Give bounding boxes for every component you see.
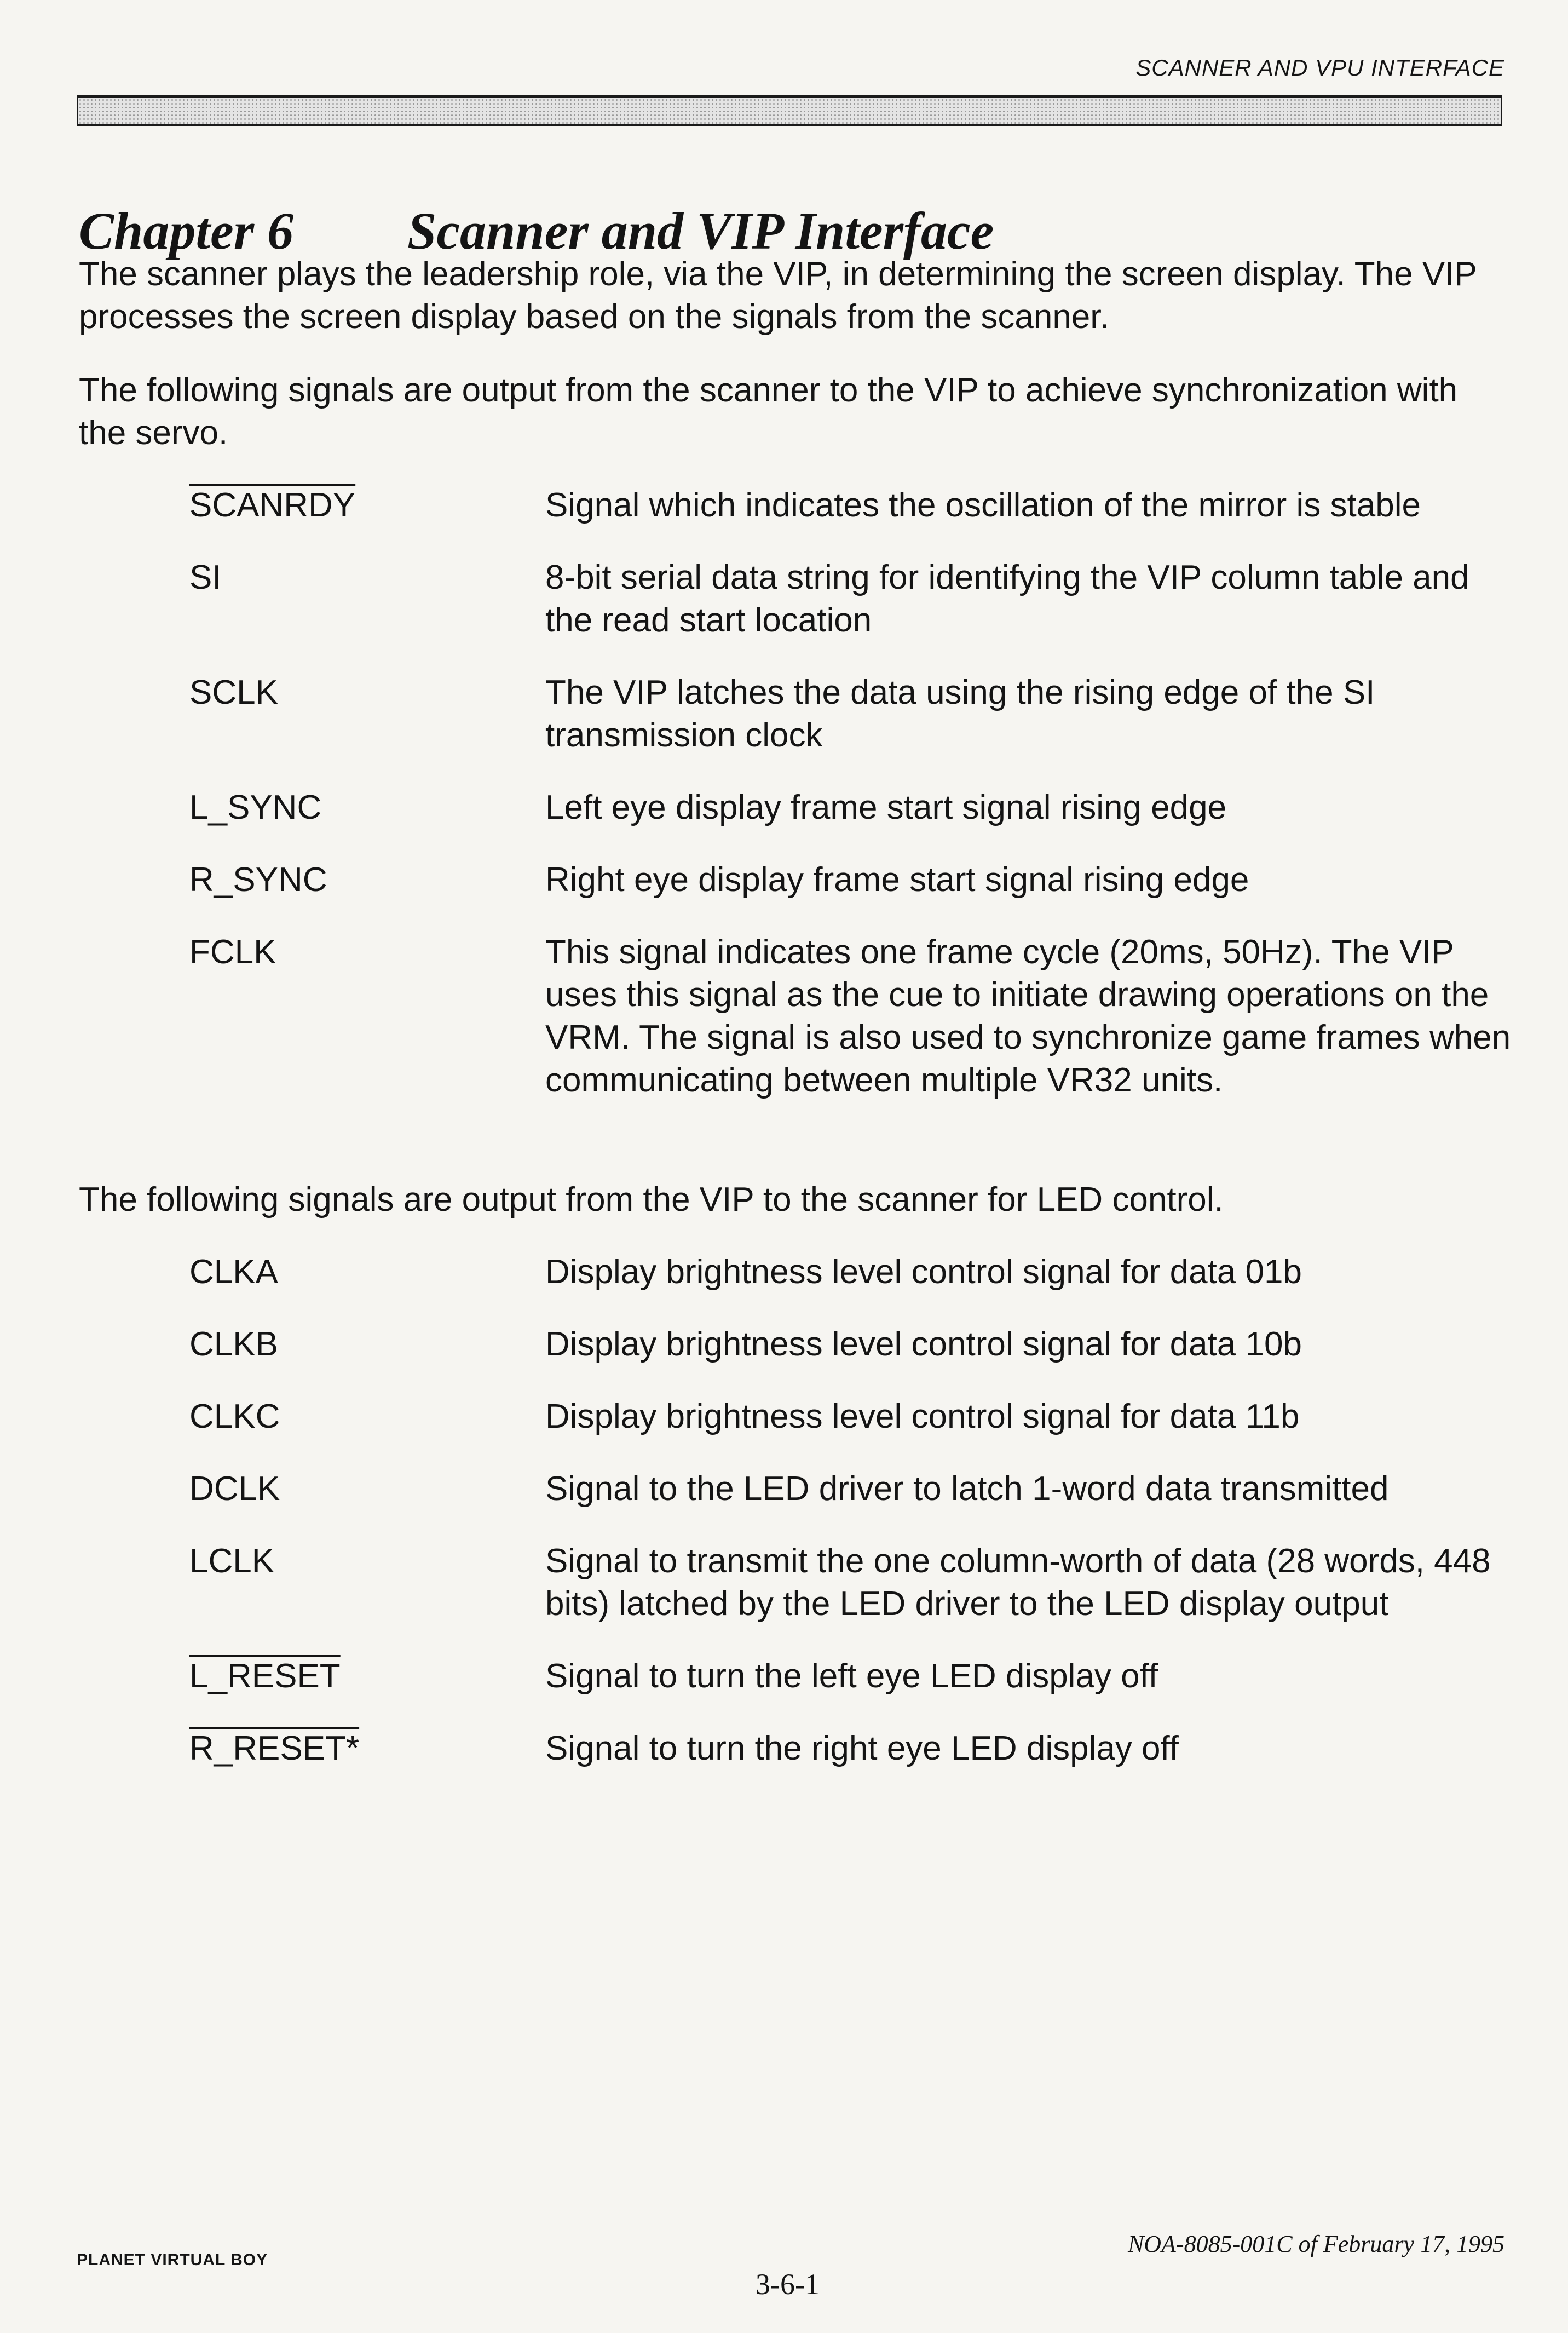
header-rule <box>77 95 1502 126</box>
signal-name: CLKB <box>189 1325 278 1363</box>
signal-name: CLKC <box>189 1398 280 1435</box>
signal-row <box>0 1540 1568 1625</box>
signal-name: DCLK <box>189 1470 280 1508</box>
signal-row <box>0 859 1568 901</box>
led-intro-paragraph: The following signals are output from the VIP to the scanner for LED control. <box>79 1181 1224 1219</box>
footer-document-id: NOA-8085-001C of February 17, 1995 <box>1127 2231 1504 2257</box>
page-number: 3-6-1 <box>756 2268 820 2301</box>
servo-signal-list <box>0 484 1568 1131</box>
signal-row <box>0 786 1568 829</box>
signal-description: The VIP latches the data using the rising edge of the SI transmission clock <box>545 674 1375 754</box>
led-signal-list <box>0 1251 1568 1800</box>
signal-description: Signal to turn the left eye LED display off <box>545 1657 1158 1695</box>
signal-name: CLKA <box>189 1253 278 1291</box>
footer-publication: PLANET VIRTUAL BOY <box>77 2251 268 2269</box>
signal-row <box>0 1395 1568 1438</box>
signal-name: R_SYNC <box>189 861 327 899</box>
signal-description: Signal which indicates the oscillation of the mirror is stable <box>545 486 1421 524</box>
intro-paragraph: The scanner plays the leadership role, via the VIP, in determining the screen display. The VIP processes the screen display based on the signals from the scanner. <box>79 255 1477 336</box>
chapter-number: Chapter 6 <box>79 201 294 260</box>
signal-row <box>0 1727 1568 1770</box>
running-header: SCANNER AND VPU INTERFACE <box>1135 55 1504 81</box>
signal-row <box>0 1655 1568 1698</box>
signal-description: This signal indicates one frame cycle (20ms, 50Hz). The VIP uses this signal as the cue to initiate drawing operations on the VRM. The signal is also used to synchronize game frames when communicating between multiple VR32 units. <box>545 933 1511 1099</box>
signal-description: Signal to the LED driver to latch 1-word data transmitted <box>545 1470 1389 1508</box>
signal-row <box>0 556 1568 642</box>
signal-row <box>0 484 1568 527</box>
signal-description: Signal to transmit the one column-worth of data (28 words, 448 bits) latched by the LED driver to the LED display output <box>545 1542 1491 1623</box>
signal-name: FCLK <box>189 933 276 971</box>
signal-name: L_SYNC <box>189 789 322 826</box>
signal-row <box>0 1323 1568 1366</box>
signal-row <box>0 1251 1568 1294</box>
signal-row <box>0 671 1568 757</box>
signal-description: Display brightness level control signal for data 01b <box>545 1253 1302 1291</box>
signal-name: SCLK <box>189 674 278 711</box>
signal-name: SI <box>189 559 222 596</box>
signal-description: Display brightness level control signal for data 11b <box>545 1398 1300 1435</box>
signal-description: Left eye display frame start signal rising edge <box>545 789 1227 826</box>
signal-description: 8-bit serial data string for identifying the VIP column table and the read start location <box>545 559 1469 639</box>
signal-description: Right eye display frame start signal rising edge <box>545 861 1249 899</box>
servo-intro-paragraph: The following signals are output from the scanner to the VIP to achieve synchronization with the servo. <box>79 371 1458 452</box>
signal-row <box>0 1468 1568 1510</box>
signal-description: Signal to turn the right eye LED display off <box>545 1729 1179 1767</box>
signal-row <box>0 931 1568 1102</box>
chapter-title: Scanner and VIP Interface <box>407 201 994 260</box>
signal-name: L_RESET <box>189 1657 341 1695</box>
signal-name: LCLK <box>189 1542 275 1580</box>
signal-description: Display brightness level control signal for data 10b <box>545 1325 1302 1363</box>
signal-name: SCANRDY <box>189 486 356 524</box>
signal-name: R_RESET* <box>189 1729 360 1767</box>
